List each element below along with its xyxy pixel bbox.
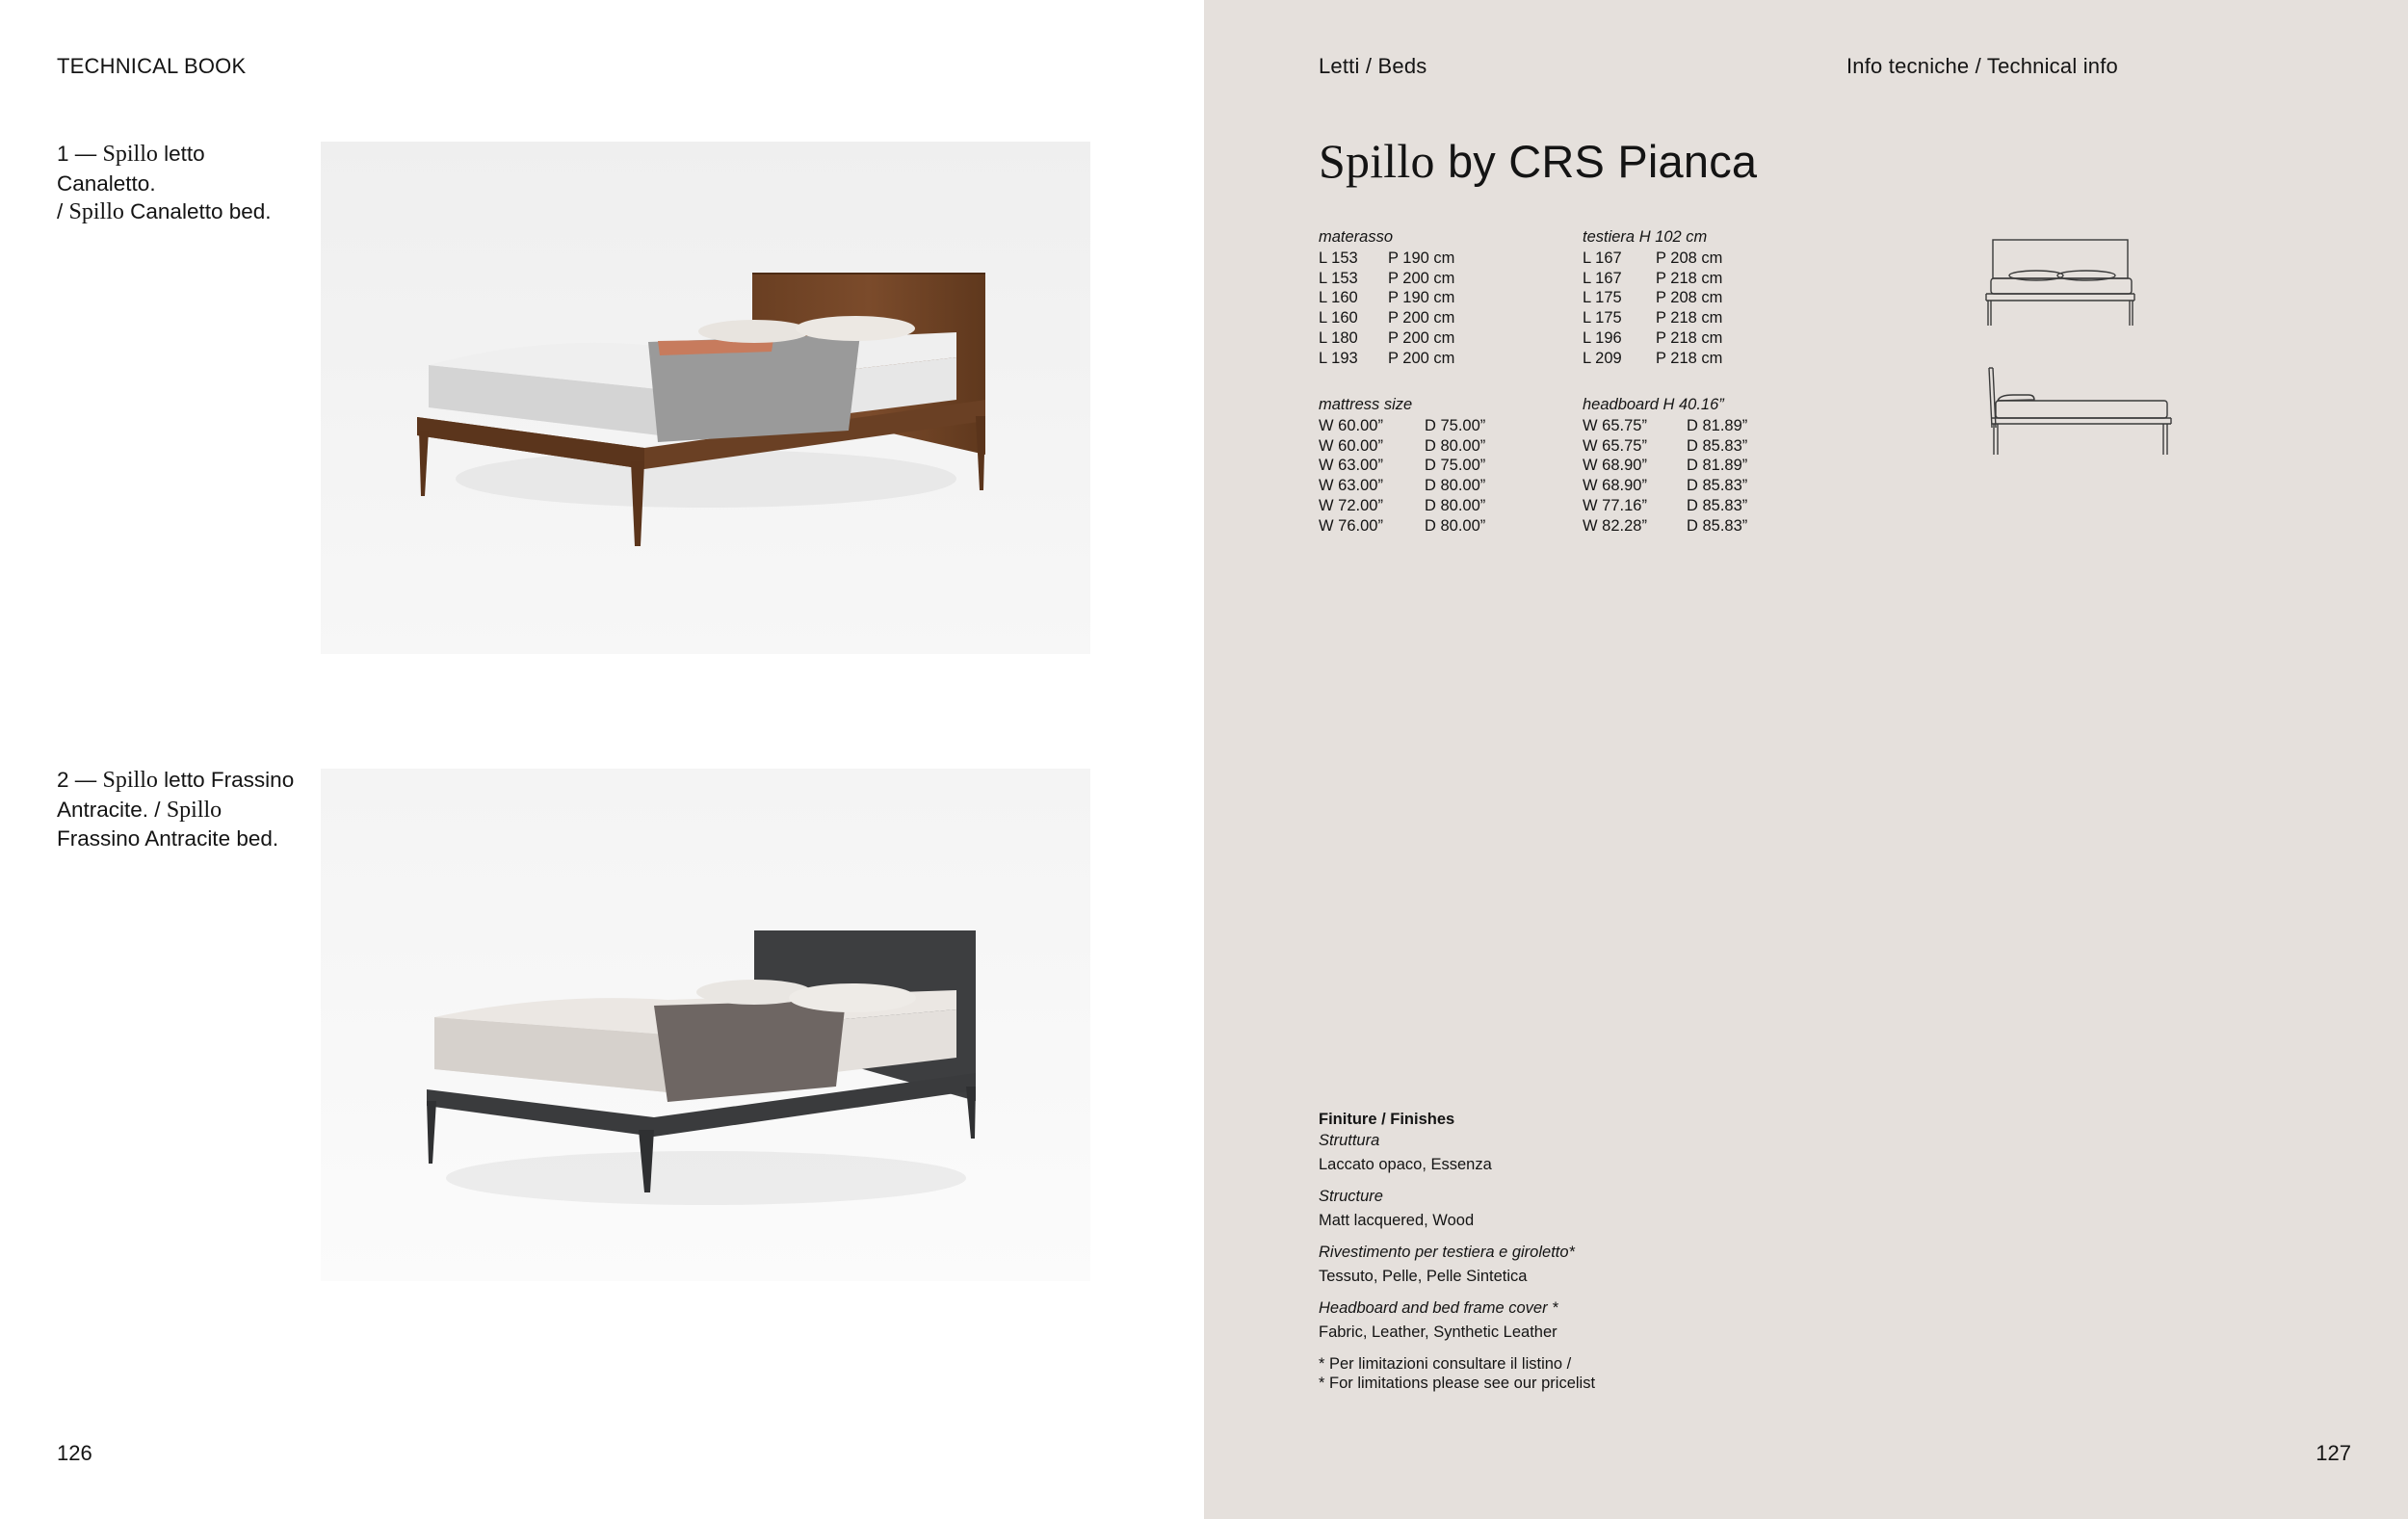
finish-value: Matt lacquered, Wood	[1319, 1212, 1475, 1229]
spec-width: L 167	[1583, 249, 1622, 267]
spec-depth: P 218 cm	[1656, 328, 1723, 347]
photo-caption-2	[57, 766, 307, 853]
product-title-name: Spillo	[1319, 134, 1435, 188]
spec-depth: D 75.00”	[1425, 457, 1486, 475]
spec-row	[1319, 416, 1485, 436]
spec-row	[1319, 456, 1485, 476]
caption-number: 1 —	[57, 142, 97, 166]
finish-label: Structure	[1319, 1188, 1383, 1205]
spec-row	[1319, 328, 1454, 349]
product-name: Spillo	[166, 797, 222, 823]
spec-row	[1319, 288, 1454, 308]
photo-caption-1	[57, 140, 307, 227]
spec-depth: P 208 cm	[1656, 289, 1723, 307]
footnote-it: * Per limitazioni consultare il listino /	[1319, 1355, 1572, 1373]
spec-width: L 167	[1583, 269, 1622, 287]
spec-depth: D 80.00”	[1425, 496, 1486, 514]
finishes-section	[1319, 1109, 1800, 1393]
product-name: Spillo	[102, 142, 158, 167]
finish-value: Tessuto, Pelle, Pelle Sintetica	[1319, 1268, 1528, 1285]
spec-depth: P 190 cm	[1388, 289, 1455, 307]
page-number-left: 126	[57, 1441, 92, 1465]
spec-width: W 63.00”	[1319, 477, 1383, 495]
spec-heading: testiera H 102 cm	[1583, 228, 1708, 246]
product-name: Spillo	[68, 199, 124, 224]
spec-depth: D 85.83”	[1687, 496, 1748, 514]
spec-row	[1319, 308, 1454, 328]
page-number-right: 127	[2316, 1441, 2351, 1465]
spec-depth: D 75.00”	[1425, 416, 1486, 434]
spec-depth: D 81.89”	[1687, 416, 1748, 434]
spec-row	[1583, 496, 1747, 516]
spec-depth: D 85.83”	[1687, 477, 1748, 495]
section-header-info: Info tecniche / Technical info	[1846, 54, 2118, 78]
walnut-bed-photo	[321, 142, 1090, 654]
spec-width: L 209	[1583, 349, 1622, 367]
spec-width: L 160	[1319, 309, 1358, 327]
spec-depth: D 85.83”	[1687, 436, 1748, 455]
spec-width: L 160	[1319, 289, 1358, 307]
spec-row	[1319, 249, 1454, 269]
caption-text-en: Canaletto bed.	[130, 199, 272, 223]
right-page	[1204, 0, 2408, 1519]
spec-depth: D 80.00”	[1425, 436, 1486, 455]
walnut-bed-illustration	[321, 142, 1090, 654]
spec-row	[1319, 436, 1485, 457]
spec-depth: D 80.00”	[1425, 477, 1486, 495]
caption-number: 2 —	[57, 768, 97, 792]
finish-label: Rivestimento per testiera e giroletto*	[1319, 1244, 1575, 1261]
spec-row	[1319, 269, 1454, 289]
spec-depth: P 190 cm	[1388, 249, 1455, 267]
spec-width: W 60.00”	[1319, 436, 1383, 455]
spec-width: W 68.90”	[1583, 457, 1647, 475]
spec-width: W 63.00”	[1319, 457, 1383, 475]
spec-depth: D 80.00”	[1425, 516, 1486, 535]
caption-text-it: letto Frassino	[164, 768, 295, 792]
spec-row	[1319, 516, 1485, 537]
finish-label: Struttura	[1319, 1132, 1380, 1149]
spec-mattress-it	[1319, 227, 1454, 369]
finish-value: Laccato opaco, Essenza	[1319, 1156, 1492, 1173]
spec-width: L 193	[1319, 349, 1358, 367]
spec-depth: P 200 cm	[1388, 349, 1455, 367]
product-title	[1319, 133, 1757, 189]
spec-depth: P 200 cm	[1388, 269, 1455, 287]
spec-width: L 153	[1319, 249, 1358, 267]
spec-width: L 196	[1583, 328, 1622, 347]
finishes-footnote	[1319, 1354, 1800, 1393]
spec-row	[1583, 516, 1747, 537]
footnote-en: * For limitations please see our pricelist	[1319, 1375, 1596, 1392]
spec-row	[1583, 308, 1722, 328]
caption-slash: /	[57, 199, 64, 223]
spec-row	[1319, 496, 1485, 516]
spec-row	[1583, 416, 1747, 436]
spec-headboard-it	[1583, 227, 1722, 369]
spec-width: W 82.28”	[1583, 516, 1647, 535]
product-name: Spillo	[102, 768, 158, 793]
spec-row	[1583, 476, 1747, 496]
finish-value: Fabric, Leather, Synthetic Leather	[1319, 1323, 1557, 1341]
spec-row	[1583, 328, 1722, 349]
caption-text-it: letto Canaletto.	[57, 142, 205, 196]
spec-heading: mattress size	[1319, 396, 1413, 413]
spec-depth: P 200 cm	[1388, 328, 1455, 347]
spec-headboard-en	[1583, 395, 1747, 537]
spec-width: L 153	[1319, 269, 1358, 287]
finish-label: Headboard and bed frame cover *	[1319, 1299, 1558, 1317]
spec-mattress-en	[1319, 395, 1485, 537]
anthracite-bed-photo	[321, 769, 1090, 1281]
spec-width: L 175	[1583, 289, 1622, 307]
spec-depth: P 218 cm	[1656, 309, 1723, 327]
spec-width: L 180	[1319, 328, 1358, 347]
spec-row	[1583, 249, 1722, 269]
bed-front-view-drawing	[1982, 235, 2146, 331]
spec-width: W 76.00”	[1319, 516, 1383, 535]
spec-depth: P 208 cm	[1656, 249, 1723, 267]
spec-width: W 65.75”	[1583, 436, 1647, 455]
bed-side-view-drawing	[1984, 364, 2177, 460]
running-header: TECHNICAL BOOK	[57, 54, 247, 78]
spec-row	[1583, 349, 1722, 369]
spec-depth: P 218 cm	[1656, 349, 1723, 367]
spec-depth: P 218 cm	[1656, 269, 1723, 287]
spec-depth: D 85.83”	[1687, 516, 1748, 535]
spec-depth: D 81.89”	[1687, 457, 1748, 475]
spec-heading: headboard H 40.16”	[1583, 396, 1724, 413]
spec-row	[1319, 476, 1485, 496]
spec-width: W 60.00”	[1319, 416, 1383, 434]
anthracite-bed-illustration	[321, 769, 1090, 1281]
caption-text-en: Frassino Antracite bed.	[57, 826, 279, 851]
spec-width: W 65.75”	[1583, 416, 1647, 434]
spec-depth: P 200 cm	[1388, 309, 1455, 327]
caption-text-en: Antracite. /	[57, 797, 161, 822]
spec-row	[1583, 436, 1747, 457]
product-title-designer: by CRS Pianca	[1447, 136, 1758, 187]
section-header: Letti / Beds	[1319, 54, 1427, 78]
spec-heading: materasso	[1319, 228, 1394, 246]
spec-width: W 68.90”	[1583, 477, 1647, 495]
spec-width: W 72.00”	[1319, 496, 1383, 514]
spec-row	[1319, 349, 1454, 369]
spec-width: L 175	[1583, 309, 1622, 327]
spec-row	[1583, 288, 1722, 308]
spec-width: W 77.16”	[1583, 496, 1647, 514]
spec-row	[1583, 269, 1722, 289]
finishes-title: Finiture / Finishes	[1319, 1111, 1455, 1128]
spec-row	[1583, 456, 1747, 476]
